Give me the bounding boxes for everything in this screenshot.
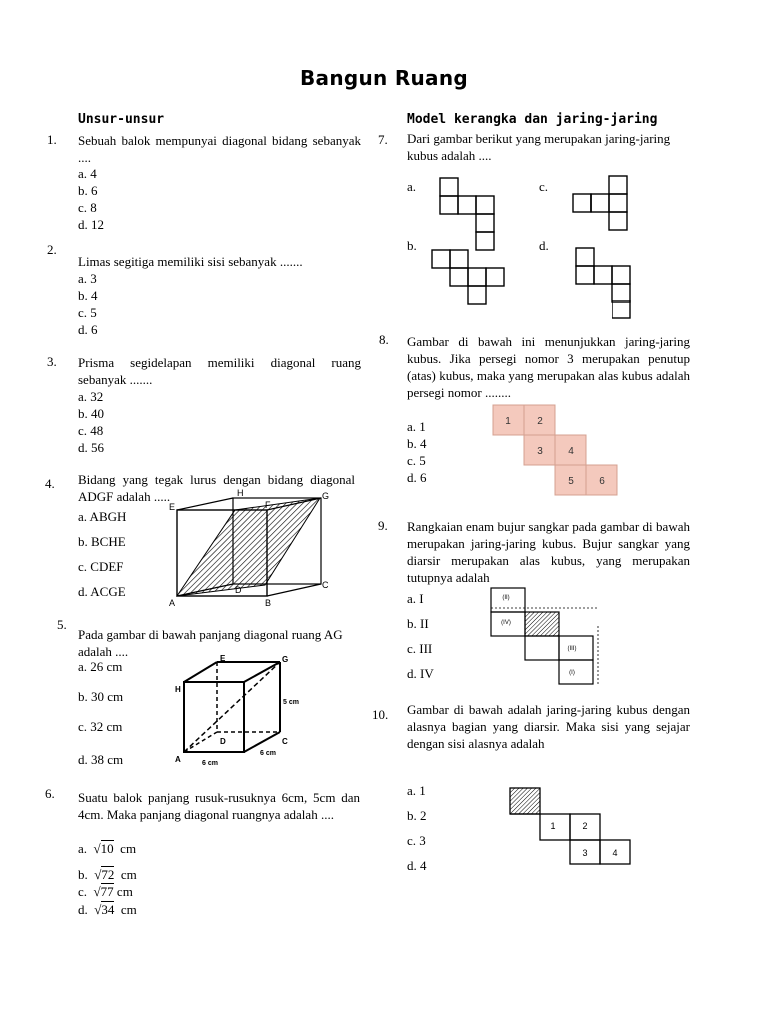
q2-option-c[interactable]: c. 5 xyxy=(78,305,97,320)
q8-square-1-label: 1 xyxy=(505,416,511,427)
sqrt-icon: √ xyxy=(94,867,102,882)
right-section-heading: Model kerangka dan jaring-jaring xyxy=(407,112,658,127)
q6-text: Suatu balok panjang rusuk-rusuknya 6cm, 5cm dan 4cm. Maka panjang diagonal ruangnya adalah .... xyxy=(78,790,360,822)
q9-option-a[interactable]: a. I xyxy=(407,591,424,606)
q9-net-figure xyxy=(488,586,600,690)
q10-label-2: 2 xyxy=(582,821,588,831)
q5-option-c[interactable]: c. 32 cm xyxy=(78,719,123,734)
q10-option-d[interactable]: d. 4 xyxy=(407,858,427,873)
q5-text: Pada gambar di bawah panjang diagonal ruang AG adalah .... xyxy=(78,627,343,659)
q7-option-d[interactable]: d. xyxy=(539,238,549,253)
q7-option-c[interactable]: c. xyxy=(539,179,549,194)
q3-option-a[interactable]: a. 32 xyxy=(78,389,104,404)
q8-square-4-label: 4 xyxy=(568,446,574,457)
q7-net-b-square xyxy=(450,250,468,268)
q7-net-c-square xyxy=(609,212,627,230)
q10-net-figure xyxy=(508,786,632,866)
q4-label-h: H xyxy=(237,488,244,498)
q7-net-d-square xyxy=(576,248,594,266)
q4-label-g: G xyxy=(322,491,330,501)
q2-text: Limas segitiga memiliki sisi sebanyak ....... xyxy=(78,254,303,269)
q6-option-a-value: 10 xyxy=(100,841,114,856)
q8-square-3-label: 3 xyxy=(537,446,543,457)
q5-label-d: D xyxy=(220,737,226,746)
q7-net-d-square xyxy=(612,266,630,284)
q6-option-d-value: 34 xyxy=(101,902,115,917)
q9-square-blank xyxy=(525,636,559,660)
q7-net-a-square xyxy=(476,196,494,214)
q4-cuboid-figure xyxy=(165,488,365,613)
q7-option-b[interactable]: b. xyxy=(407,238,417,253)
q6-option-c-unit: cm xyxy=(116,884,133,899)
q4-options xyxy=(78,504,126,604)
q9-option-d[interactable]: d. IV xyxy=(407,666,434,681)
q2-option-b[interactable]: b. 4 xyxy=(78,288,98,303)
q6-option-d-label: d. xyxy=(78,902,88,917)
q6-option-d-unit: cm xyxy=(120,902,137,917)
q10-option-c[interactable]: c. 3 xyxy=(407,833,426,848)
q4-label-c: C xyxy=(322,580,329,590)
q6-option-a[interactable] xyxy=(78,840,136,857)
q9-text: Rangkaian enam bujur sangkar pada gambar di bawah merupakan jaring-jaring kubus. Bujur sangkar yang diarsir merupakan alas kubus, yang merupakan tutupnya adalah xyxy=(407,519,690,585)
q4-option-d[interactable]: d. ACGE xyxy=(78,584,126,599)
q5-label-side-bottom-right: 6 cm xyxy=(260,750,276,757)
q6-option-c-value: 77 xyxy=(100,884,114,899)
q9-square-i xyxy=(559,660,593,684)
q4-label-e: E xyxy=(169,502,176,512)
q8-square-2-label: 2 xyxy=(537,416,543,427)
q3-option-c[interactable]: c. 48 xyxy=(78,423,104,438)
left-section-heading: Unsur-unsur xyxy=(78,112,165,127)
q1-option-d[interactable]: d. 12 xyxy=(78,217,104,232)
q1-number: 1. xyxy=(47,132,57,147)
q10-option-b[interactable]: b. 2 xyxy=(407,808,427,823)
q8-square-5-label: 5 xyxy=(568,476,574,487)
q8-option-a[interactable]: a. 1 xyxy=(407,419,426,434)
q7-nets-figure xyxy=(430,170,640,310)
q9-label-i: (I) xyxy=(569,670,575,676)
q7-net-c-square xyxy=(609,176,627,194)
q9-square-shaded xyxy=(525,612,559,636)
q7-net-c-square xyxy=(609,194,627,212)
q4-label-f: F xyxy=(265,500,271,510)
q8-options xyxy=(407,418,427,486)
q7-net-a-square xyxy=(476,214,494,232)
q4-label-a: A xyxy=(169,598,176,608)
q7-net-d-square xyxy=(576,266,594,284)
q5-number: 5. xyxy=(57,617,67,632)
q3-text: Prisma segidelapan memiliki diagonal ruang sebanyak ....... xyxy=(78,355,361,387)
q10-option-a[interactable]: a. 1 xyxy=(407,783,426,798)
q5-label-side-bottom: 6 cm xyxy=(202,760,218,767)
q9-option-b[interactable]: b. II xyxy=(407,616,429,631)
q7-net-b-square xyxy=(468,286,486,304)
q6-option-a-unit: cm xyxy=(120,841,137,856)
q8-text: Gambar di bawah ini menunjukkan jaring-jaring kubus. Jika persegi nomor 3 merupakan penutup (atas) kubus, maka yang merupakan alas kubus adalah persegi nomor ........ xyxy=(407,334,690,400)
q3-number: 3. xyxy=(47,354,57,369)
q1-option-c[interactable]: c. 8 xyxy=(78,200,97,215)
q7-net-a-square xyxy=(458,196,476,214)
sqrt-icon: √ xyxy=(93,884,101,899)
q9-options xyxy=(407,586,434,686)
q2-options xyxy=(78,270,98,338)
q1-text: Sebuah balok mempunyai diagonal bidang sebanyak .... xyxy=(78,133,361,165)
q7-net-c-square xyxy=(573,194,591,212)
q4-option-c[interactable]: c. CDEF xyxy=(78,559,124,574)
q3-options xyxy=(78,388,104,456)
q9-label-ii: (II) xyxy=(502,595,510,601)
q8-number: 8. xyxy=(379,332,389,347)
q9-number: 9. xyxy=(378,518,388,533)
q3-option-b[interactable]: b. 40 xyxy=(78,406,104,421)
q7-text: Dari gambar berikut yang merupakan jaring-jaring kubus adalah .... xyxy=(407,131,671,163)
q8-option-b[interactable]: b. 4 xyxy=(407,436,427,451)
q4-option-b[interactable]: b. BCHE xyxy=(78,534,126,549)
q7-net-b-square xyxy=(450,268,468,286)
page-title: Bangun Ruang xyxy=(299,66,469,90)
q10-number: 10. xyxy=(372,707,389,722)
q1-option-b[interactable]: b. 6 xyxy=(78,183,98,198)
q2-option-a[interactable]: a. 3 xyxy=(78,271,97,286)
q8-option-c[interactable]: c. 5 xyxy=(407,453,426,468)
q10-text: Gambar di bawah adalah jaring-jaring kubus dengan alasnya bagian yang diarsir. Maka sisi yang sejajar dengan sisi alasnya adalah xyxy=(407,702,690,751)
q9-label-iv: (IV) xyxy=(501,620,511,626)
q6-option-b-label: b. xyxy=(78,867,88,882)
q5-label-e: E xyxy=(220,654,226,663)
q1-option-a[interactable]: a. 4 xyxy=(78,166,97,181)
q9-label-iii: (III) xyxy=(567,646,577,652)
q7-net-d-last-square xyxy=(612,300,632,320)
q5-option-a[interactable]: a. 26 cm xyxy=(78,659,123,674)
q5-options xyxy=(78,658,123,768)
q10-label-4: 4 xyxy=(612,848,618,858)
q6-number: 6. xyxy=(45,786,55,801)
q6-option-c[interactable] xyxy=(78,883,133,900)
q7-option-a[interactable]: a. xyxy=(407,179,417,194)
q7-net-d-square xyxy=(594,266,612,284)
q8-option-d[interactable]: d. 6 xyxy=(407,470,427,485)
q5-option-b[interactable]: b. 30 cm xyxy=(78,689,124,704)
q4-label-b: B xyxy=(265,598,272,608)
q7-net-b-square xyxy=(468,268,486,286)
q6-option-c-label: c. xyxy=(78,884,88,899)
q7-net-c-square xyxy=(591,194,609,212)
q4-option-a[interactable]: a. ABGH xyxy=(78,509,127,524)
q5-label-c: C xyxy=(282,737,288,746)
q10-options xyxy=(407,778,427,878)
q3-option-d[interactable]: d. 56 xyxy=(78,440,104,455)
q7-net-a-square xyxy=(476,232,494,250)
q1-options xyxy=(78,165,104,233)
q7-number: 7. xyxy=(378,132,388,147)
q7-net-b-square xyxy=(486,268,504,286)
q5-label-g: G xyxy=(282,655,289,664)
q2-option-d[interactable]: d. 6 xyxy=(78,322,98,337)
q7-net-b-square xyxy=(432,250,450,268)
sqrt-icon: √ xyxy=(94,902,102,917)
q9-option-c[interactable]: c. III xyxy=(407,641,433,656)
q8-square-6-label: 6 xyxy=(599,476,605,487)
q5-cuboid-figure xyxy=(172,652,312,772)
sqrt-icon: √ xyxy=(93,841,101,856)
q5-label-a: A xyxy=(175,755,181,764)
q6-option-b-value: 72 xyxy=(101,867,115,882)
q10-label-1: 1 xyxy=(550,821,556,831)
q4-text: Bidang yang tegak lurus dengan bidang diagonal ADGF adalah ..... xyxy=(78,472,355,504)
q5-label-h: H xyxy=(175,685,181,694)
q6-option-d[interactable] xyxy=(78,901,137,918)
q5-label-side-right: 5 cm xyxy=(283,699,299,706)
q2-number: 2. xyxy=(47,242,57,257)
q10-label-3: 3 xyxy=(582,848,588,858)
q5-option-d[interactable]: d. 38 cm xyxy=(78,752,124,767)
q4-number: 4. xyxy=(45,476,55,491)
q6-option-b-unit: cm xyxy=(120,867,137,882)
q10-square-shaded xyxy=(510,788,540,814)
q8-net-figure xyxy=(492,404,620,496)
q6-option-b[interactable] xyxy=(78,866,137,883)
q7-net-a-square xyxy=(440,178,458,196)
q4-label-d: D xyxy=(235,585,242,595)
q7-net-a-square xyxy=(440,196,458,214)
q6-option-a-label: a. xyxy=(78,841,88,856)
